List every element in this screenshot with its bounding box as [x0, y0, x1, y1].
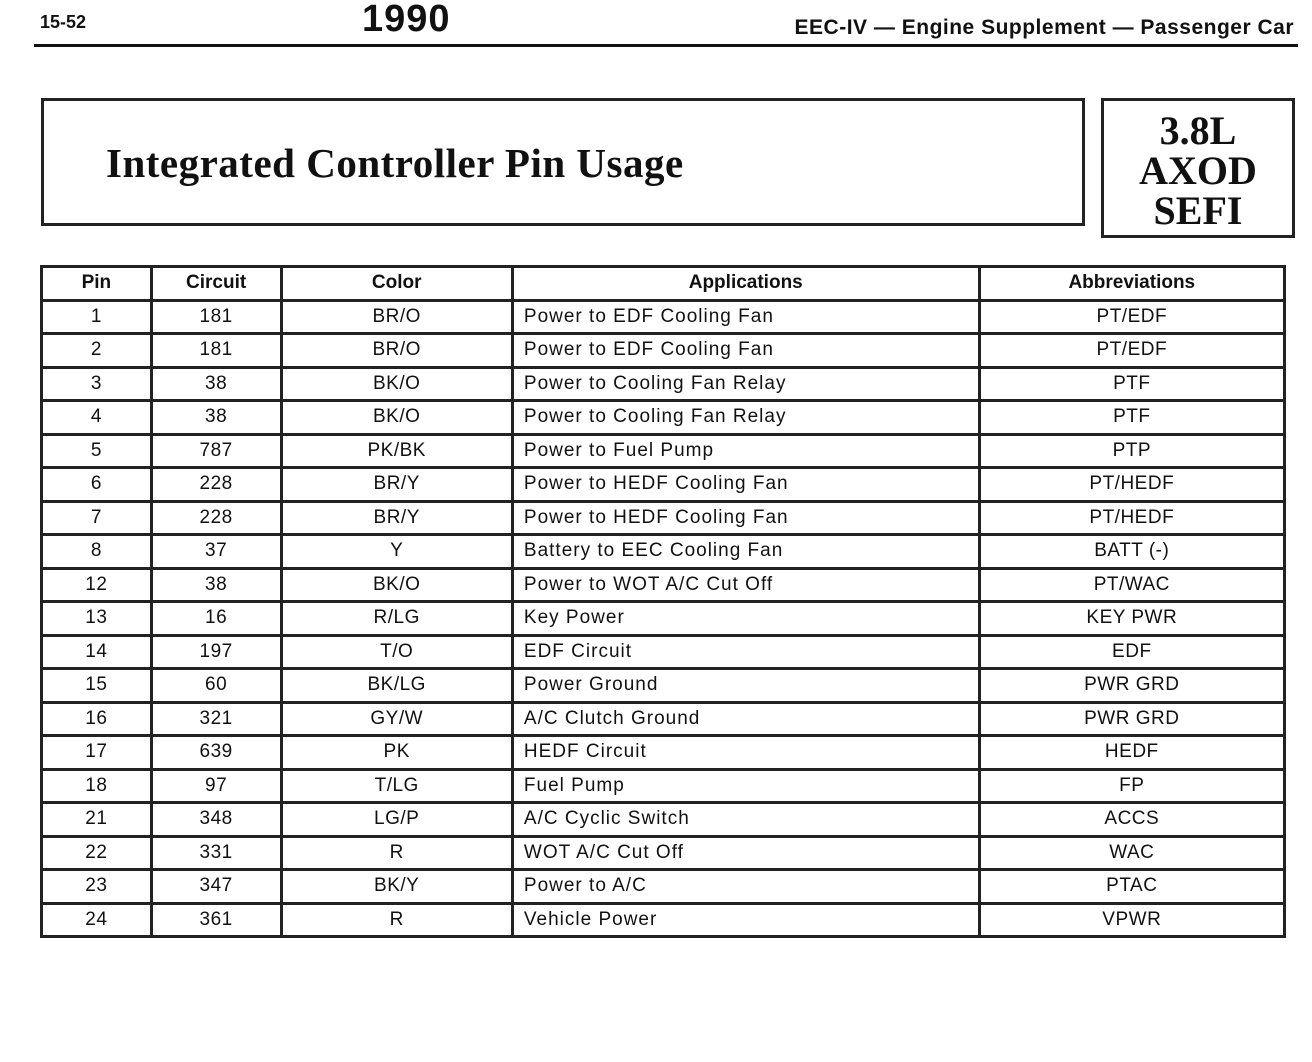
table-row: [42, 300, 1285, 334]
circuit-cell: 228: [151, 501, 281, 535]
color-cell: LG/P: [281, 803, 512, 837]
engine-displacement: 3.8L: [1159, 108, 1237, 153]
table-row: [42, 736, 1285, 770]
color-cell: PK: [281, 736, 512, 770]
page-title: Integrated Controller Pin Usage: [106, 140, 684, 186]
circuit-cell: 181: [151, 334, 281, 368]
abbreviation-cell: PTF: [979, 367, 1284, 401]
abbreviation-cell: ACCS: [979, 803, 1284, 837]
pin-cell: 22: [42, 836, 152, 870]
column-header-color: Color: [281, 267, 512, 301]
application-cell: EDF Circuit: [512, 635, 979, 669]
color-cell: BR/Y: [281, 468, 512, 502]
table-row: [42, 669, 1285, 703]
pin-cell: 6: [42, 468, 152, 502]
abbreviation-cell: PTP: [979, 434, 1284, 468]
application-cell: Power to WOT A/C Cut Off: [512, 568, 979, 602]
application-cell: Power to HEDF Cooling Fan: [512, 468, 979, 502]
engine-box: [1101, 98, 1295, 238]
header-rule: [34, 44, 1298, 47]
column-header-pin: Pin: [42, 267, 152, 301]
column-header-circuit: Circuit: [151, 267, 281, 301]
application-cell: HEDF Circuit: [512, 736, 979, 770]
color-cell: BK/LG: [281, 669, 512, 703]
color-cell: BK/O: [281, 401, 512, 435]
engine-fuel-system: SEFI: [1153, 188, 1243, 233]
table-body: [42, 300, 1285, 937]
pin-cell: 17: [42, 736, 152, 770]
circuit-cell: 97: [151, 769, 281, 803]
table-row: [42, 401, 1285, 435]
circuit-cell: 348: [151, 803, 281, 837]
color-cell: BR/O: [281, 334, 512, 368]
column-header-abbreviations: Abbreviations: [979, 267, 1284, 301]
circuit-cell: 181: [151, 300, 281, 334]
abbreviation-cell: PWR GRD: [979, 702, 1284, 736]
pin-cell: 4: [42, 401, 152, 435]
table-row: [42, 367, 1285, 401]
title-box: [41, 98, 1085, 226]
circuit-cell: 347: [151, 870, 281, 904]
color-cell: R: [281, 836, 512, 870]
application-cell: A/C Cyclic Switch: [512, 803, 979, 837]
abbreviation-cell: FP: [979, 769, 1284, 803]
year-heading: 1990: [362, 0, 451, 40]
application-cell: Power to Fuel Pump: [512, 434, 979, 468]
application-cell: Power to HEDF Cooling Fan: [512, 501, 979, 535]
abbreviation-cell: BATT (-): [979, 535, 1284, 569]
page-number: 15-52: [40, 12, 87, 32]
application-cell: WOT A/C Cut Off: [512, 836, 979, 870]
circuit-cell: 38: [151, 367, 281, 401]
abbreviation-cell: PTF: [979, 401, 1284, 435]
application-cell: Power to Cooling Fan Relay: [512, 367, 979, 401]
pin-cell: 24: [42, 903, 152, 937]
pin-cell: 13: [42, 602, 152, 636]
abbreviation-cell: VPWR: [979, 903, 1284, 937]
pin-cell: 3: [42, 367, 152, 401]
application-cell: Power to A/C: [512, 870, 979, 904]
color-cell: BK/Y: [281, 870, 512, 904]
circuit-cell: 228: [151, 468, 281, 502]
abbreviation-cell: PTAC: [979, 870, 1284, 904]
pin-cell: 7: [42, 501, 152, 535]
application-cell: Key Power: [512, 602, 979, 636]
pin-cell: 12: [42, 568, 152, 602]
abbreviation-cell: WAC: [979, 836, 1284, 870]
application-cell: Power Ground: [512, 669, 979, 703]
application-cell: Fuel Pump: [512, 769, 979, 803]
color-cell: BR/Y: [281, 501, 512, 535]
table-row: [42, 602, 1285, 636]
abbreviation-cell: KEY PWR: [979, 602, 1284, 636]
table-row: [42, 535, 1285, 569]
application-cell: Power to EDF Cooling Fan: [512, 334, 979, 368]
table-row: [42, 635, 1285, 669]
pin-cell: 18: [42, 769, 152, 803]
application-cell: A/C Clutch Ground: [512, 702, 979, 736]
pin-cell: 21: [42, 803, 152, 837]
table-row: [42, 803, 1285, 837]
color-cell: Y: [281, 535, 512, 569]
application-cell: Power to EDF Cooling Fan: [512, 300, 979, 334]
pin-usage-table: [40, 265, 1286, 938]
column-header-applications: Applications: [512, 267, 979, 301]
circuit-cell: 321: [151, 702, 281, 736]
table-row: [42, 903, 1285, 937]
abbreviation-cell: PT/WAC: [979, 568, 1284, 602]
table-row: [42, 334, 1285, 368]
color-cell: BK/O: [281, 367, 512, 401]
circuit-cell: 639: [151, 736, 281, 770]
circuit-cell: 60: [151, 669, 281, 703]
table-row: [42, 702, 1285, 736]
table-row: [42, 870, 1285, 904]
engine-transmission: AXOD: [1139, 148, 1257, 193]
abbreviation-cell: PT/EDF: [979, 300, 1284, 334]
table-header-row: [42, 267, 1285, 301]
pin-cell: 16: [42, 702, 152, 736]
color-cell: T/LG: [281, 769, 512, 803]
color-cell: T/O: [281, 635, 512, 669]
table-row: [42, 769, 1285, 803]
application-cell: Battery to EEC Cooling Fan: [512, 535, 979, 569]
color-cell: R: [281, 903, 512, 937]
pin-cell: 14: [42, 635, 152, 669]
table-row: [42, 836, 1285, 870]
pin-cell: 15: [42, 669, 152, 703]
pin-cell: 8: [42, 535, 152, 569]
pin-cell: 2: [42, 334, 152, 368]
table-row: [42, 468, 1285, 502]
abbreviation-cell: EDF: [979, 635, 1284, 669]
table-row: [42, 568, 1285, 602]
table-row: [42, 501, 1285, 535]
color-cell: R/LG: [281, 602, 512, 636]
circuit-cell: 16: [151, 602, 281, 636]
color-cell: BK/O: [281, 568, 512, 602]
color-cell: GY/W: [281, 702, 512, 736]
circuit-cell: 787: [151, 434, 281, 468]
application-cell: Power to Cooling Fan Relay: [512, 401, 979, 435]
circuit-cell: 361: [151, 903, 281, 937]
circuit-cell: 331: [151, 836, 281, 870]
color-cell: BR/O: [281, 300, 512, 334]
abbreviation-cell: PWR GRD: [979, 669, 1284, 703]
circuit-cell: 38: [151, 401, 281, 435]
pin-cell: 23: [42, 870, 152, 904]
circuit-cell: 37: [151, 535, 281, 569]
pin-cell: 5: [42, 434, 152, 468]
circuit-cell: 38: [151, 568, 281, 602]
pin-cell: 1: [42, 300, 152, 334]
application-cell: Vehicle Power: [512, 903, 979, 937]
color-cell: PK/BK: [281, 434, 512, 468]
abbreviation-cell: PT/HEDF: [979, 501, 1284, 535]
circuit-cell: 197: [151, 635, 281, 669]
abbreviation-cell: PT/EDF: [979, 334, 1284, 368]
abbreviation-cell: HEDF: [979, 736, 1284, 770]
section-title: EEC-IV — Engine Supplement — Passenger Car: [794, 16, 1294, 39]
table-row: [42, 434, 1285, 468]
abbreviation-cell: PT/HEDF: [979, 468, 1284, 502]
